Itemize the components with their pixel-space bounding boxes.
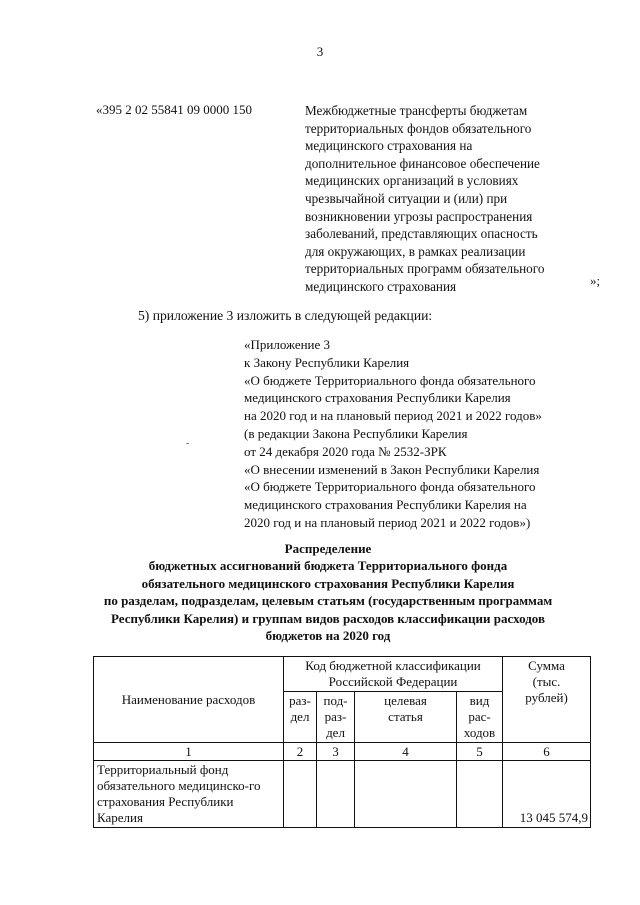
annex-line: медицинского страхования Республики Карелия на xyxy=(244,497,527,513)
heading-title: Распределение xyxy=(284,541,372,556)
code-description-line: заболеваний, представляющих опасность xyxy=(305,226,538,242)
annex-line: «О бюджете Территориального фонда обязательного xyxy=(244,372,536,388)
code-description-line: для окружающих, в рамках реализации xyxy=(305,243,526,259)
row-amount: 13 045 574,9 xyxy=(503,761,591,828)
row-section xyxy=(284,761,317,828)
header-subsection: под- раз- дел xyxy=(317,692,355,743)
heading-line: бюджетов на 2020 год xyxy=(265,628,391,644)
heading-line: бюджетных ассигнований бюджета Территориального фонда xyxy=(148,558,508,574)
annex-line: «Приложение 3 xyxy=(244,337,331,352)
table-header-row xyxy=(94,657,591,692)
column-number: 3 xyxy=(317,743,355,761)
stray-mark: - xyxy=(186,438,190,449)
header-target: целевая статья xyxy=(355,692,457,743)
annex-line: на 2020 год и на плановый период 2021 и 2022 годов» xyxy=(244,408,542,424)
code-description-line: медицинского страхования xyxy=(305,278,457,294)
annex-line: (в редакции Закона Республики Карелия xyxy=(244,425,468,441)
annex-line: от 24 декабря 2020 года № 2532-ЗРК xyxy=(244,443,447,459)
code-description xyxy=(305,102,581,296)
item-5-paragraph: 5) приложение 3 изложить в следующей редакции: xyxy=(138,308,433,323)
annex-line: медицинского страхования Республики Карелия xyxy=(244,390,511,406)
header-type: вид рас- ходов xyxy=(457,692,503,743)
budget-code: «395 2 02 55841 09 0000 150 xyxy=(96,102,252,117)
annex-line: «О внесении изменений в Закон Республики Карелия xyxy=(244,461,540,477)
header-section: раз- дел xyxy=(284,692,317,743)
code-description-line: территориальных программ обязательного xyxy=(305,261,545,277)
header-sum xyxy=(503,657,591,743)
code-description-line: территориальных фондов обязательного xyxy=(305,120,532,136)
column-number: 6 xyxy=(503,743,591,761)
code-description-line: чрезвычайной ситуации и (или) при xyxy=(305,190,508,206)
table-row xyxy=(94,761,591,828)
header-name: Наименование расходов xyxy=(94,657,284,743)
column-number-row xyxy=(94,743,591,761)
code-description-line: возникновении угрозы распространения xyxy=(305,208,533,224)
column-number: 5 xyxy=(457,743,503,761)
page-number: 3 xyxy=(316,44,324,59)
row-name: Территориальный фонд обязательного медицинско-го страхования Республики Карелия xyxy=(94,761,284,828)
code-description-line: медицинских организаций в условиях xyxy=(305,173,519,189)
heading-line: обязательного медицинского страхования Республики Карелия xyxy=(141,575,515,591)
row-target xyxy=(355,761,457,828)
header-code-group: Код бюджетной классификации Российской Федерации xyxy=(284,657,503,692)
code-description-line: Межбюджетные трансферты бюджетам xyxy=(305,103,528,118)
annex-line: 2020 год и на плановый период 2021 и 2022 годов») xyxy=(244,514,531,530)
code-description-line: медицинского страхования на xyxy=(305,138,473,154)
column-number: 2 xyxy=(284,743,317,761)
budget-table xyxy=(93,656,591,828)
row-subsection xyxy=(317,761,355,828)
heading-line: по разделам, подразделам, целевым статьям (государственным программам xyxy=(103,593,553,609)
row-type xyxy=(457,761,503,828)
table-heading xyxy=(50,540,606,644)
column-number: 4 xyxy=(355,743,457,761)
header-sum-text: Сумма (тыс. рублей) xyxy=(525,658,568,705)
code-description-line: дополнительное финансовое обеспечение xyxy=(305,155,540,171)
closing-quote: »; xyxy=(590,273,601,288)
annex-line: к Закону Республики Карелия xyxy=(244,354,410,370)
column-number: 1 xyxy=(94,743,284,761)
annex-header xyxy=(244,336,604,532)
annex-line: «О бюджете Территориального фонда обязательного xyxy=(244,479,536,495)
heading-line: Республики Карелия) и группам видов расходов классификации расходов xyxy=(111,610,545,626)
